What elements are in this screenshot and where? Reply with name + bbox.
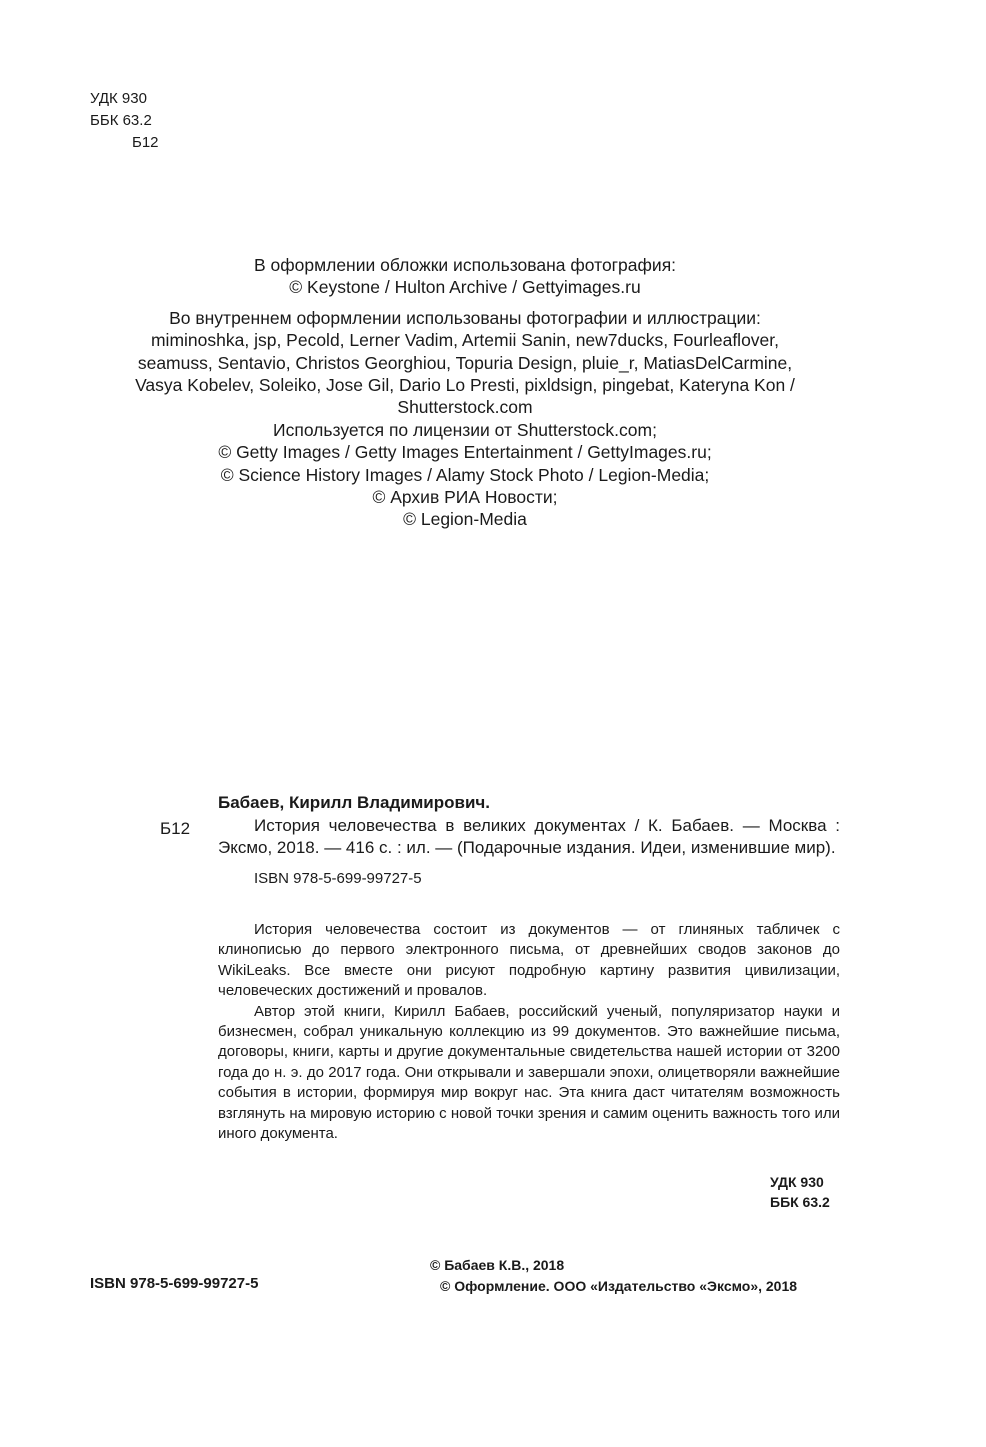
inner-credit-line: © Getty Images / Getty Images Entertainment / GettyImages.ru;	[218, 442, 712, 463]
annotation	[218, 920, 840, 1144]
cover-credit-line: © Keystone / Hulton Archive / Gettyimages.ru	[289, 277, 641, 298]
annotation-paragraph: Автор этой книги, Кирилл Бабаев, российский ученый, популяризатор науки и бизнесмен, собрал уникальную коллекцию из 99 документов. Это важнейшие письма, договоры, книги, карты и другие документальные свидетельства нашей истории от 3200 года до н. э. до 2017 года. Они открывали и завершали эпохи, олицетворяли важнейшие события в истории, формируя мир вокруг нас. Эта книга даст читателям возможность взглянуть на мировую историю с новой точки зрения и самим оценить важность того или иного документа.	[218, 1002, 840, 1143]
inner-credit-line: Во внутреннем оформлении использованы фотографии и иллюстрации:	[169, 307, 761, 328]
top-classification-codes	[90, 88, 159, 154]
annotation-paragraph: История человечества состоит из документов — от глиняных табличек с клинописью до первого электронного письма, от древнейших сводов законов до WikiLeaks. Все вместе они рисуют подробную картину развития цивилизации, человеческих достижений и провалов.	[218, 921, 840, 1000]
bbk-code: ББК 63.2	[90, 112, 152, 129]
bottom-classification-codes	[700, 1172, 836, 1212]
inner-credit-line: seamuss, Sentavio, Christos Georghiou, Topuria Design, pluie_r, MatiasDelCarmine,	[137, 352, 793, 373]
inner-credit-line: © Архив РИА Новости;	[372, 487, 558, 508]
isbn-bottom: ISBN 978-5-699-99727-5	[90, 1275, 259, 1292]
cover-credit-line: В оформлении обложки использована фотография:	[253, 255, 677, 275]
bibliographic-record	[218, 792, 840, 890]
design-copyright: © Оформление. ООО «Издательство «Эксмо», 2018	[440, 1278, 798, 1294]
inner-credit-line: © Science History Images / Alamy Stock Photo / Legion-Media;	[220, 464, 710, 485]
udk-code: УДК 930	[770, 1174, 824, 1190]
bibliographic-index-code: Б12	[160, 819, 191, 838]
author-index-code: Б12	[132, 134, 159, 151]
copyright-block	[430, 1255, 797, 1297]
bibliographic-description: История человечества в великих документах / К. Бабаев. — Москва : Эксмо, 2018. — 416 с. : ил. — (Подарочные издания. Идеи, изменившие мир).	[218, 815, 840, 857]
photo-credits	[80, 254, 850, 531]
isbn-line: ISBN 978-5-699-99727-5	[254, 869, 422, 887]
udk-code: УДК 930	[90, 90, 147, 107]
inner-credit-line: Shutterstock.com	[397, 397, 533, 418]
inner-credit-line: Vasya Kobelev, Soleiko, Jose Gil, Dario Lo Presti, pixldsign, pingebat, Kateryna Kon /	[135, 375, 795, 396]
inner-credit-line: © Legion-Media	[403, 509, 527, 530]
author-copyright: © Бабаев К.В., 2018	[430, 1257, 565, 1273]
bbk-code: ББК 63.2	[770, 1194, 830, 1210]
inner-credit-line: Используется по лицензии от Shutterstock.com;	[273, 419, 657, 440]
author-heading: Бабаев, Кирилл Владимирович.	[218, 793, 491, 812]
inner-credit-line: miminoshka, jsp, Pecold, Lerner Vadim, Artemii Sanin, new7ducks, Fourleaflover,	[150, 330, 780, 351]
